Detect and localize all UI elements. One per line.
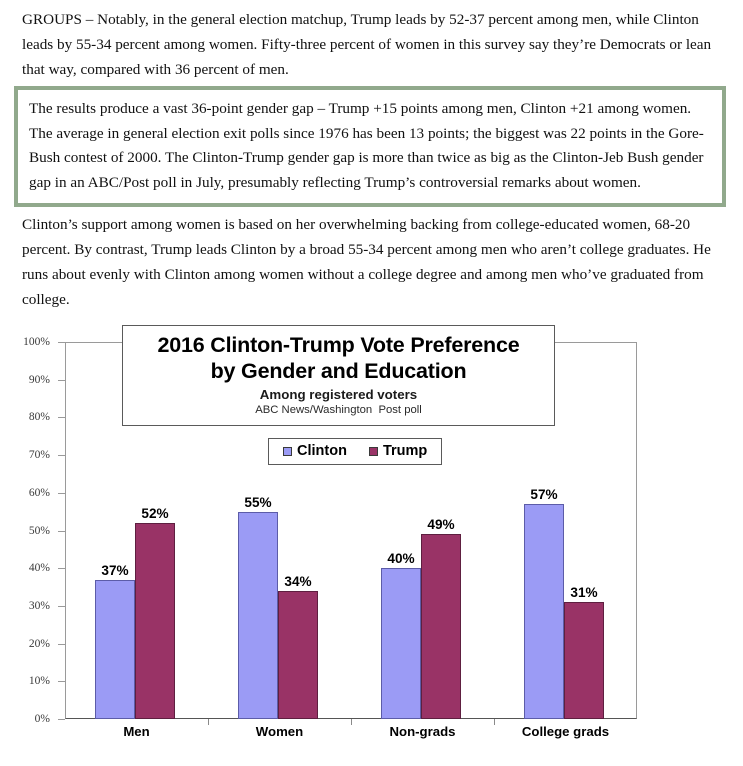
y-axis-label: 20% [28,637,50,650]
x-axis-label-college-grads: College grads [521,724,610,739]
bar-trump-non-grads[interactable] [421,517,461,719]
y-axis-tick [58,644,65,645]
legend-label: Trump [382,443,428,459]
y-axis-label: 30% [28,599,50,612]
y-axis-tick [58,681,65,682]
vote-preference-bar-chart [0,318,743,766]
bar-value-label: 49% [427,517,455,533]
y-axis-label: 50% [28,524,50,537]
bar-value-label: 31% [570,585,598,601]
y-axis-tick [58,531,65,532]
y-axis-label: 70% [28,449,50,462]
y-axis-label: 100% [23,336,50,348]
chart-title-line-2: by Gender and Education [210,359,467,383]
bar-trump-college-grads[interactable] [564,585,604,719]
y-axis-tick [58,606,65,607]
bar-clinton-women[interactable] [238,494,278,719]
x-axis-tick [208,719,209,725]
paragraph-groups: GROUPS – Notably, in the general election matchup, Trump leads by 52-37 percent among men, while Clinton leads by 55-34 percent among women. Fifty-three percent of women in this survey say they’re Democrats or lean that way, compared with 36 percent of men. [22,11,712,78]
chart-legend [268,438,442,465]
y-axis-tick [58,493,65,494]
paragraph-education: Clinton’s support among women is based on her overwhelming backing from college-educated women, 68-20 percent. By contrast, Trump leads Clinton by a broad 55-34 percent among men who aren’t college graduates. He runs about evenly with Clinton among women without a college degree and among men who’ve graduated from college. [22,216,711,308]
x-axis-label-men: Men [123,724,150,739]
x-axis-tick [494,719,495,725]
legend-item-clinton[interactable] [283,443,347,459]
chart-title-box [122,325,555,426]
y-axis-label: 60% [28,486,50,499]
y-axis-tick [58,719,65,720]
bar-value-label: 34% [284,573,312,589]
bar-trump-men[interactable] [135,505,175,719]
legend-swatch-icon [369,447,378,456]
bar-value-label: 57% [530,487,558,503]
bar-trump-women[interactable] [278,573,318,719]
paragraph-gender-gap: The results produce a vast 36-point gender gap – Trump +15 points among men, Clinton +21 among women. The average in general election exit polls since 1976 has been 13 points; the biggest was 22 points in the Gore-Bush contest of 2000. The Clinton-Trump gender gap is more than twice as big as the Clinton-Jeb Bush gender gap in an ABC/Post poll in July, presumably reflecting Trump’s controversial remarks about women. [29,100,704,191]
legend-label: Clinton [297,443,347,459]
y-axis-tick [58,380,65,381]
y-axis-tick [58,417,65,418]
chart-source: ABC News/Washington Post poll [255,404,422,416]
legend-swatch-icon [283,447,292,456]
x-axis-tick [351,719,352,725]
x-axis-label-women: Women [255,724,304,739]
bar-value-label: 52% [141,505,169,521]
bar-clinton-non-grads[interactable] [381,551,421,719]
y-axis-label: 10% [28,675,50,688]
chart-subtitle: Among registered voters [259,387,418,402]
bar-value-label: 40% [387,551,415,567]
bar-value-label: 55% [244,494,272,510]
legend-item-trump[interactable] [369,443,427,459]
y-axis-label: 80% [28,411,50,424]
y-axis-label: 90% [28,373,50,386]
bar-value-label: 37% [101,562,129,578]
y-axis-tick [58,568,65,569]
bar-clinton-men[interactable] [95,562,135,719]
chart-title-line-1: 2016 Clinton-Trump Vote Preference [157,333,520,357]
y-axis [0,318,60,738]
y-axis-label: 0% [34,713,50,725]
x-axis-label-non-grads: Non-grads [389,724,456,739]
y-axis-tick [58,342,65,343]
bar-clinton-college-grads[interactable] [524,487,564,719]
y-axis-tick [58,455,65,456]
y-axis-label: 40% [28,562,50,575]
highlighted-callout-box [14,86,726,207]
